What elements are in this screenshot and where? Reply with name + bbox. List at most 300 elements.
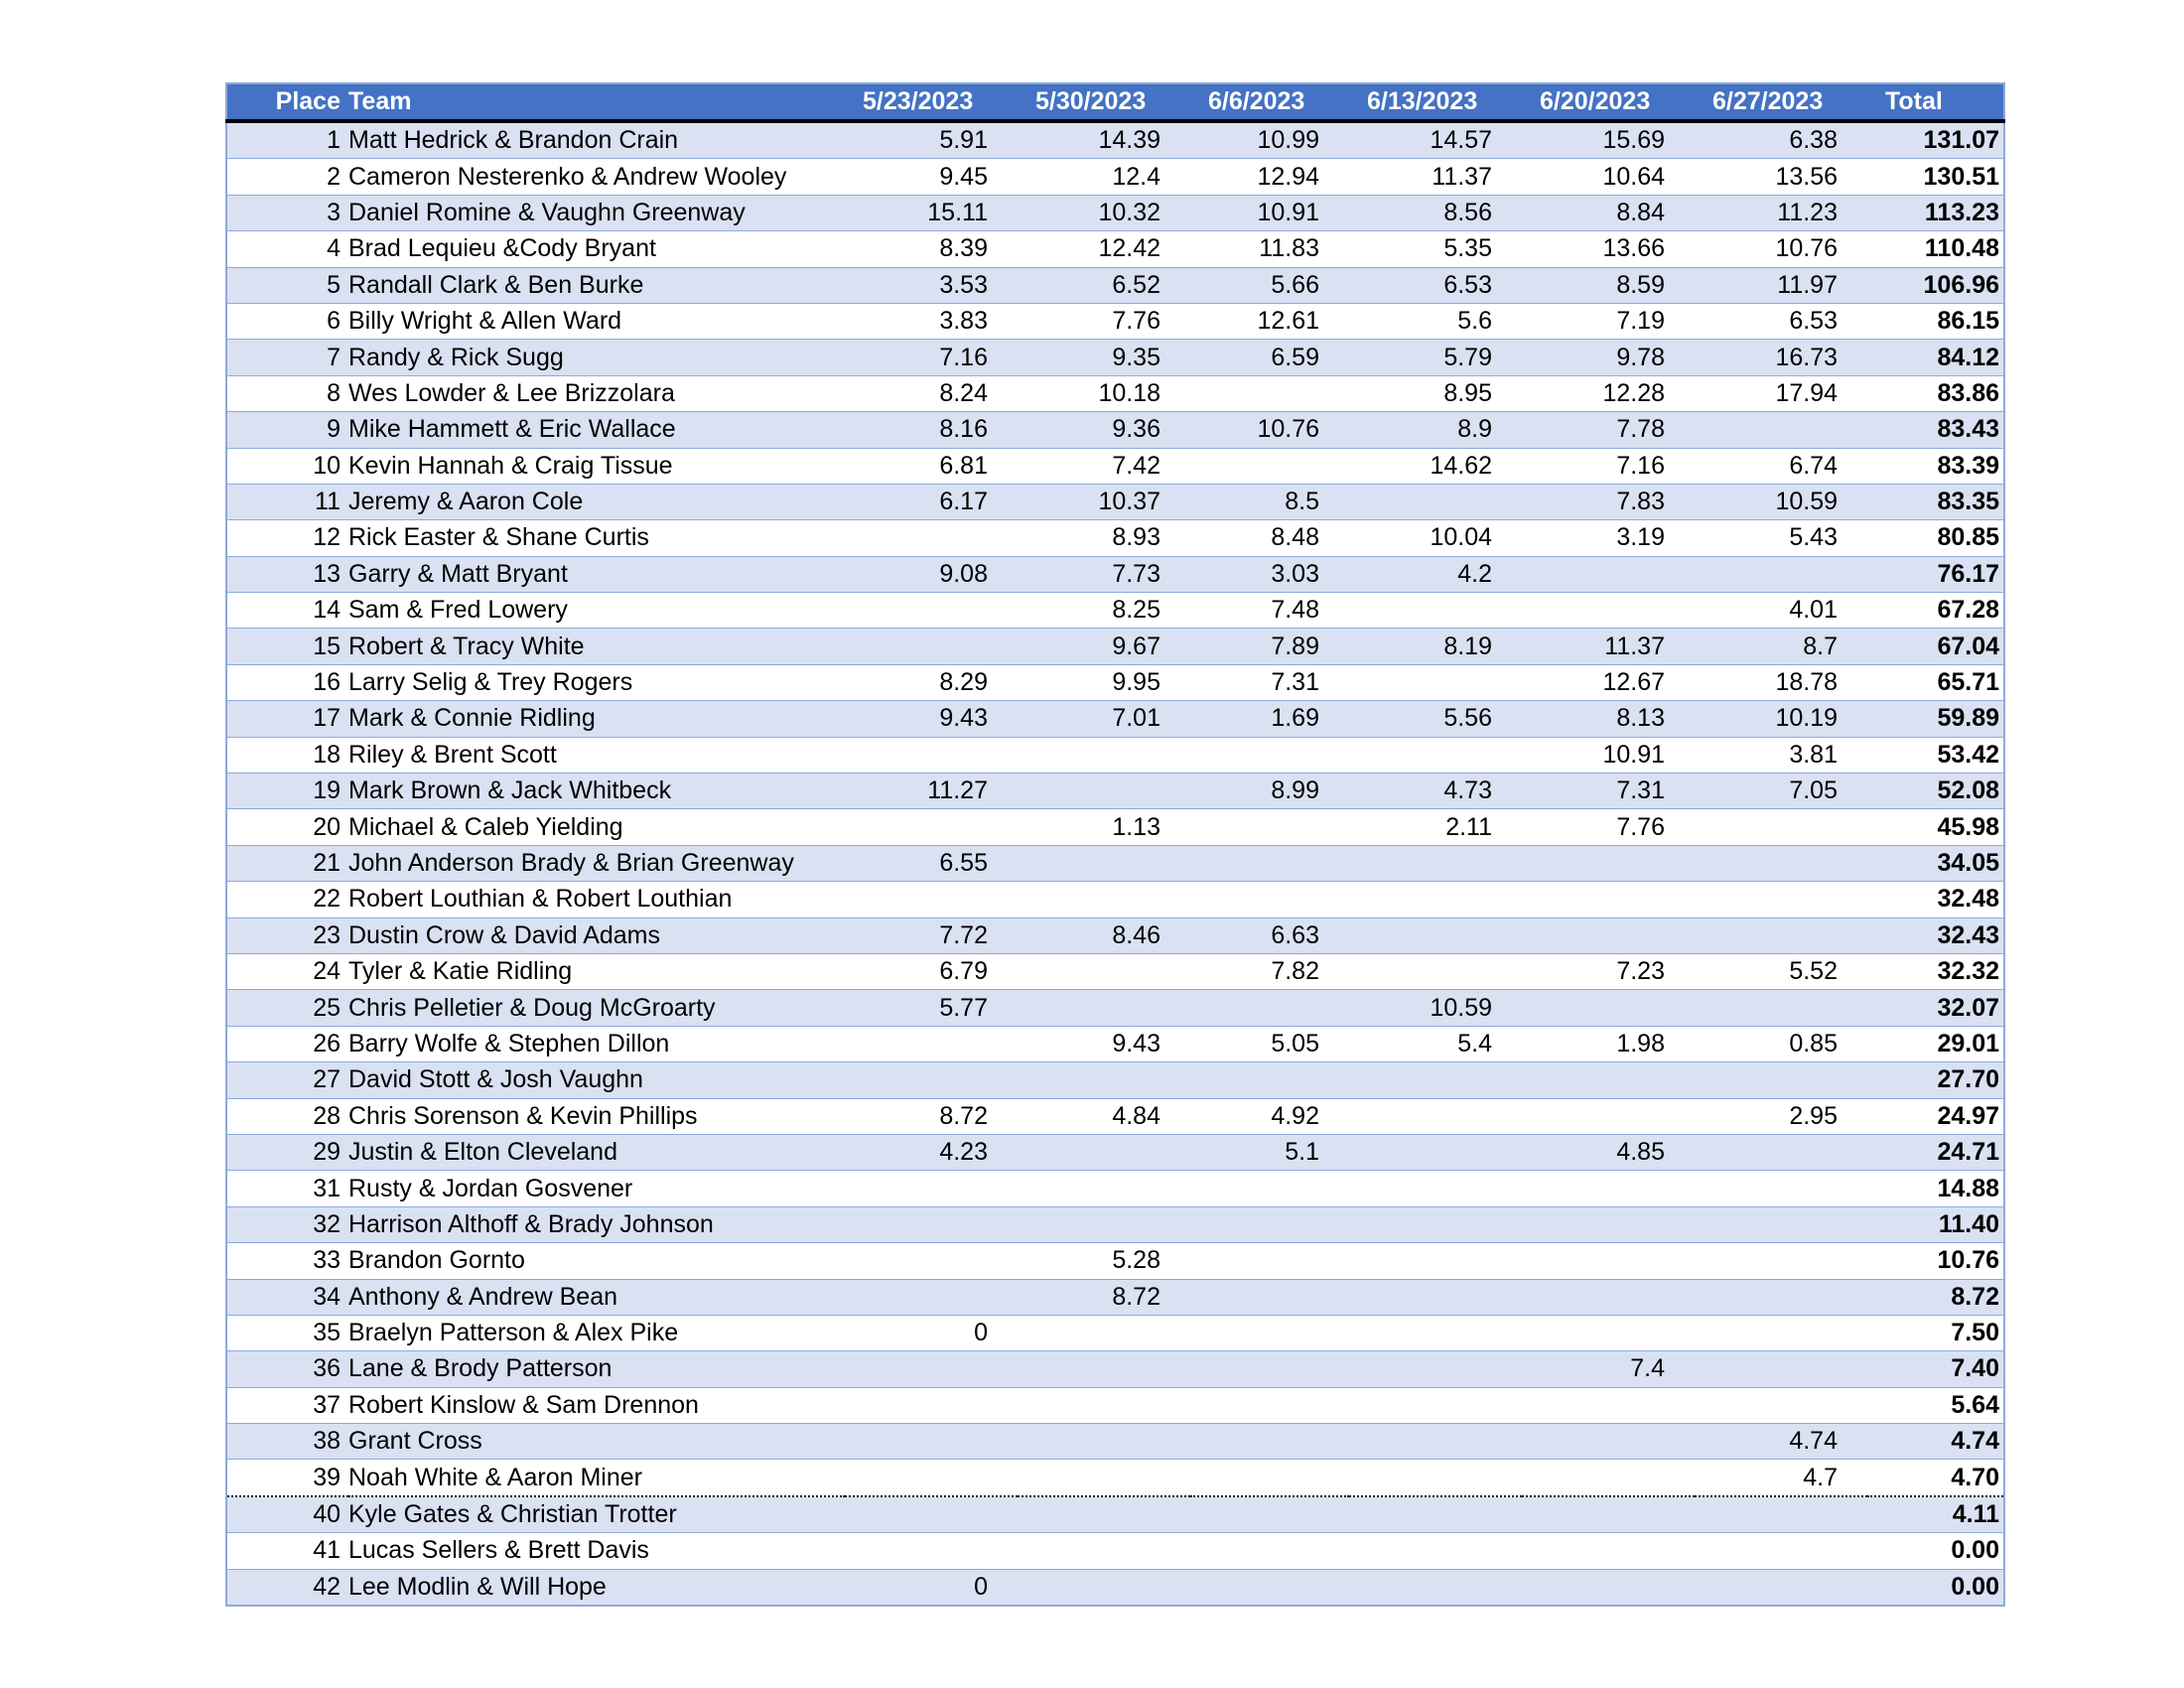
table-row	[226, 953, 2004, 989]
score-cell	[1018, 1387, 1190, 1423]
score-cell: 7.73	[1018, 556, 1190, 592]
team-cell: Kevin Hannah & Craig Tissue	[348, 448, 845, 484]
team-cell: Sam & Fred Lowery	[348, 593, 845, 629]
score-cell: 17.94	[1695, 375, 1867, 411]
total-cell: 32.32	[1867, 953, 2004, 989]
total-cell: 76.17	[1867, 556, 2004, 592]
table-row	[226, 1098, 2004, 1134]
place-header: Place	[226, 83, 348, 121]
score-cell	[1695, 1171, 1867, 1206]
score-cell: 9.43	[1018, 1026, 1190, 1061]
score-cell	[1695, 882, 1867, 917]
place-cell: 42	[226, 1569, 348, 1606]
score-cell	[845, 520, 1018, 556]
score-cell: 11.37	[1522, 629, 1695, 664]
total-cell: 86.15	[1867, 303, 2004, 339]
score-cell: 7.78	[1522, 412, 1695, 448]
score-cell: 5.35	[1349, 231, 1522, 267]
score-cell	[1190, 1460, 1349, 1496]
score-cell	[1018, 737, 1190, 773]
score-cell: 7.23	[1522, 953, 1695, 989]
place-cell: 12	[226, 520, 348, 556]
place-cell: 37	[226, 1387, 348, 1423]
score-cell: 6.55	[845, 845, 1018, 881]
table-row	[226, 1460, 2004, 1496]
place-cell: 8	[226, 375, 348, 411]
standings-table	[225, 82, 2005, 1607]
place-cell: 41	[226, 1533, 348, 1569]
score-cell	[1190, 1171, 1349, 1206]
score-cell: 8.39	[845, 231, 1018, 267]
score-cell	[1522, 1496, 1695, 1533]
total-cell: 113.23	[1867, 195, 2004, 230]
place-cell: 29	[226, 1134, 348, 1170]
score-cell	[1522, 845, 1695, 881]
score-cell	[845, 1351, 1018, 1387]
score-cell	[1522, 1569, 1695, 1606]
total-cell: 7.40	[1867, 1351, 2004, 1387]
total-cell: 32.48	[1867, 882, 2004, 917]
score-cell	[1695, 1243, 1867, 1279]
place-cell: 11	[226, 484, 348, 519]
standings-body	[226, 121, 2004, 1606]
table-row	[226, 303, 2004, 339]
score-cell	[1522, 1171, 1695, 1206]
score-cell: 11.23	[1695, 195, 1867, 230]
place-cell: 34	[226, 1279, 348, 1315]
score-cell: 8.46	[1018, 917, 1190, 953]
table-row	[226, 520, 2004, 556]
score-cell: 7.76	[1018, 303, 1190, 339]
total-cell: 106.96	[1867, 267, 2004, 303]
score-cell	[1018, 1171, 1190, 1206]
score-cell: 8.29	[845, 664, 1018, 700]
table-row	[226, 448, 2004, 484]
team-cell: Jeremy & Aaron Cole	[348, 484, 845, 519]
team-cell: Lane & Brody Patterson	[348, 1351, 845, 1387]
place-cell: 38	[226, 1424, 348, 1460]
score-cell	[845, 809, 1018, 845]
place-cell: 9	[226, 412, 348, 448]
score-cell	[1018, 1062, 1190, 1098]
place-cell: 19	[226, 774, 348, 809]
team-cell: Randy & Rick Sugg	[348, 340, 845, 375]
score-cell: 8.59	[1522, 267, 1695, 303]
place-cell: 24	[226, 953, 348, 989]
team-cell: Chris Sorenson & Kevin Phillips	[348, 1098, 845, 1134]
score-cell	[1018, 1424, 1190, 1460]
score-cell: 8.13	[1522, 701, 1695, 737]
score-cell	[1349, 1279, 1522, 1315]
score-cell	[1190, 1351, 1349, 1387]
table-row	[226, 882, 2004, 917]
score-cell: 8.48	[1190, 520, 1349, 556]
score-cell: 6.59	[1190, 340, 1349, 375]
score-cell	[1349, 1569, 1522, 1606]
score-cell	[1522, 1315, 1695, 1350]
total-cell: 10.76	[1867, 1243, 2004, 1279]
score-cell	[1349, 1533, 1522, 1569]
team-cell: Noah White & Aaron Miner	[348, 1460, 845, 1496]
score-cell: 8.16	[845, 412, 1018, 448]
total-cell: 80.85	[1867, 520, 2004, 556]
score-cell	[1349, 917, 1522, 953]
table-row	[226, 231, 2004, 267]
score-cell: 6.53	[1695, 303, 1867, 339]
team-cell: Garry & Matt Bryant	[348, 556, 845, 592]
score-cell	[1695, 1062, 1867, 1098]
date-header: 6/27/2023	[1695, 83, 1867, 121]
team-cell: Grant Cross	[348, 1424, 845, 1460]
score-cell	[1349, 484, 1522, 519]
score-cell: 6.74	[1695, 448, 1867, 484]
table-row	[226, 1387, 2004, 1423]
score-cell	[1349, 845, 1522, 881]
team-cell: Chris Pelletier & Doug McGroarty	[348, 990, 845, 1026]
table-row	[226, 1026, 2004, 1061]
place-cell: 21	[226, 845, 348, 881]
score-cell: 7.01	[1018, 701, 1190, 737]
score-cell	[845, 629, 1018, 664]
total-cell: 131.07	[1867, 121, 2004, 159]
place-cell: 22	[226, 882, 348, 917]
table-row	[226, 1569, 2004, 1606]
score-cell	[1190, 1424, 1349, 1460]
table-row	[226, 1496, 2004, 1533]
score-cell	[1695, 990, 1867, 1026]
score-cell: 5.1	[1190, 1134, 1349, 1170]
score-cell	[1522, 1243, 1695, 1279]
score-cell	[845, 593, 1018, 629]
score-cell: 7.42	[1018, 448, 1190, 484]
team-cell: Billy Wright & Allen Ward	[348, 303, 845, 339]
score-cell: 4.73	[1349, 774, 1522, 809]
score-cell: 8.24	[845, 375, 1018, 411]
table-row	[226, 990, 2004, 1026]
score-cell	[1018, 882, 1190, 917]
score-cell	[1522, 1533, 1695, 1569]
score-cell: 10.91	[1522, 737, 1695, 773]
score-cell: 12.67	[1522, 664, 1695, 700]
date-header: 6/13/2023	[1349, 83, 1522, 121]
score-cell	[1349, 1062, 1522, 1098]
score-cell	[1695, 1315, 1867, 1350]
score-cell	[1522, 556, 1695, 592]
score-cell: 5.77	[845, 990, 1018, 1026]
score-cell: 10.19	[1695, 701, 1867, 737]
score-cell: 10.59	[1695, 484, 1867, 519]
score-cell	[1018, 1496, 1190, 1533]
total-cell: 83.43	[1867, 412, 2004, 448]
total-cell: 83.35	[1867, 484, 2004, 519]
total-cell: 29.01	[1867, 1026, 2004, 1061]
score-cell	[1190, 375, 1349, 411]
score-cell: 8.9	[1349, 412, 1522, 448]
score-cell: 7.76	[1522, 809, 1695, 845]
score-cell: 5.52	[1695, 953, 1867, 989]
total-cell: 45.98	[1867, 809, 2004, 845]
score-cell	[1349, 882, 1522, 917]
team-cell: Lucas Sellers & Brett Davis	[348, 1533, 845, 1569]
score-cell: 8.99	[1190, 774, 1349, 809]
score-cell: 4.01	[1695, 593, 1867, 629]
score-cell: 16.73	[1695, 340, 1867, 375]
total-cell: 32.43	[1867, 917, 2004, 953]
place-cell: 27	[226, 1062, 348, 1098]
score-cell: 7.31	[1522, 774, 1695, 809]
score-cell: 8.95	[1349, 375, 1522, 411]
score-cell: 13.56	[1695, 159, 1867, 195]
total-cell: 0.00	[1867, 1533, 2004, 1569]
score-cell: 7.05	[1695, 774, 1867, 809]
score-cell: 10.18	[1018, 375, 1190, 411]
team-cell: Robert Kinslow & Sam Drennon	[348, 1387, 845, 1423]
place-cell: 18	[226, 737, 348, 773]
total-cell: 0.00	[1867, 1569, 2004, 1606]
score-cell	[845, 1496, 1018, 1533]
score-cell	[1190, 1206, 1349, 1242]
score-cell	[1190, 1062, 1349, 1098]
team-cell: Rusty & Jordan Gosvener	[348, 1171, 845, 1206]
score-cell: 11.83	[1190, 231, 1349, 267]
team-cell: Rick Easter & Shane Curtis	[348, 520, 845, 556]
place-cell: 14	[226, 593, 348, 629]
team-cell: Wes Lowder & Lee Brizzolara	[348, 375, 845, 411]
score-cell	[845, 1026, 1018, 1061]
score-cell	[1349, 664, 1522, 700]
score-cell	[1695, 917, 1867, 953]
score-cell	[1522, 1206, 1695, 1242]
score-cell: 6.38	[1695, 121, 1867, 159]
score-cell	[1695, 1387, 1867, 1423]
team-cell: Dustin Crow & David Adams	[348, 917, 845, 953]
score-cell	[1695, 845, 1867, 881]
score-cell: 1.69	[1190, 701, 1349, 737]
score-cell	[1190, 1315, 1349, 1350]
score-cell	[1522, 1098, 1695, 1134]
place-cell: 35	[226, 1315, 348, 1350]
score-cell: 6.52	[1018, 267, 1190, 303]
score-cell: 10.76	[1695, 231, 1867, 267]
score-cell	[1695, 1496, 1867, 1533]
score-cell: 3.81	[1695, 737, 1867, 773]
team-cell: Tyler & Katie Ridling	[348, 953, 845, 989]
score-cell: 15.11	[845, 195, 1018, 230]
score-cell: 5.43	[1695, 520, 1867, 556]
place-cell: 32	[226, 1206, 348, 1242]
score-cell: 12.94	[1190, 159, 1349, 195]
score-cell: 4.74	[1695, 1424, 1867, 1460]
score-cell	[845, 1387, 1018, 1423]
score-cell: 4.85	[1522, 1134, 1695, 1170]
table-row	[226, 121, 2004, 159]
score-cell: 0.85	[1695, 1026, 1867, 1061]
score-cell: 5.56	[1349, 701, 1522, 737]
score-cell: 15.69	[1522, 121, 1695, 159]
place-cell: 39	[226, 1460, 348, 1496]
score-cell: 14.39	[1018, 121, 1190, 159]
score-cell	[845, 1279, 1018, 1315]
date-header: 6/20/2023	[1522, 83, 1695, 121]
score-cell	[1018, 1533, 1190, 1569]
score-cell	[1349, 1315, 1522, 1350]
score-cell	[1349, 1098, 1522, 1134]
score-cell: 7.19	[1522, 303, 1695, 339]
score-cell: 7.31	[1190, 664, 1349, 700]
place-cell: 17	[226, 701, 348, 737]
total-cell: 83.86	[1867, 375, 2004, 411]
table-row	[226, 1424, 2004, 1460]
score-cell	[1349, 593, 1522, 629]
score-cell: 6.53	[1349, 267, 1522, 303]
score-cell: 0	[845, 1569, 1018, 1606]
score-cell: 10.04	[1349, 520, 1522, 556]
score-cell	[1190, 882, 1349, 917]
table-row	[226, 1279, 2004, 1315]
score-cell	[1190, 990, 1349, 1026]
team-cell: Harrison Althoff & Brady Johnson	[348, 1206, 845, 1242]
place-cell: 13	[226, 556, 348, 592]
total-cell: 34.05	[1867, 845, 2004, 881]
score-cell: 11.97	[1695, 267, 1867, 303]
score-cell	[1522, 593, 1695, 629]
total-cell: 4.74	[1867, 1424, 2004, 1460]
place-cell: 6	[226, 303, 348, 339]
total-cell: 8.72	[1867, 1279, 2004, 1315]
score-cell: 14.57	[1349, 121, 1522, 159]
team-cell: Randall Clark & Ben Burke	[348, 267, 845, 303]
score-cell	[845, 1171, 1018, 1206]
score-cell	[1349, 1134, 1522, 1170]
team-cell: Brandon Gornto	[348, 1243, 845, 1279]
score-cell: 5.28	[1018, 1243, 1190, 1279]
table-row	[226, 484, 2004, 519]
score-cell	[1190, 1387, 1349, 1423]
team-cell: Lee Modlin & Will Hope	[348, 1569, 845, 1606]
place-cell: 20	[226, 809, 348, 845]
score-cell: 6.17	[845, 484, 1018, 519]
team-cell: Kyle Gates & Christian Trotter	[348, 1496, 845, 1533]
score-cell: 7.83	[1522, 484, 1695, 519]
place-cell: 15	[226, 629, 348, 664]
table-row	[226, 1533, 2004, 1569]
score-cell	[845, 1206, 1018, 1242]
score-cell: 8.72	[1018, 1279, 1190, 1315]
team-cell: Robert Louthian & Robert Louthian	[348, 882, 845, 917]
place-cell: 28	[226, 1098, 348, 1134]
score-cell	[1018, 845, 1190, 881]
team-cell: Barry Wolfe & Stephen Dillon	[348, 1026, 845, 1061]
total-cell: 24.71	[1867, 1134, 2004, 1170]
score-cell	[1695, 1134, 1867, 1170]
date-header: 5/30/2023	[1018, 83, 1190, 121]
score-cell: 13.66	[1522, 231, 1695, 267]
place-cell: 33	[226, 1243, 348, 1279]
score-cell: 7.16	[1522, 448, 1695, 484]
total-cell: 5.64	[1867, 1387, 2004, 1423]
score-cell: 3.19	[1522, 520, 1695, 556]
place-cell: 36	[226, 1351, 348, 1387]
score-cell: 18.78	[1695, 664, 1867, 700]
score-cell	[845, 882, 1018, 917]
table-row	[226, 593, 2004, 629]
score-cell	[1522, 1279, 1695, 1315]
table-row	[226, 1315, 2004, 1350]
score-cell: 6.81	[845, 448, 1018, 484]
table-row	[226, 340, 2004, 375]
score-cell	[1695, 412, 1867, 448]
team-cell: Brad Lequieu &Cody Bryant	[348, 231, 845, 267]
table-row	[226, 1351, 2004, 1387]
place-cell: 7	[226, 340, 348, 375]
table-row	[226, 412, 2004, 448]
score-cell	[845, 1243, 1018, 1279]
score-cell: 8.5	[1190, 484, 1349, 519]
score-cell: 11.37	[1349, 159, 1522, 195]
table-row	[226, 774, 2004, 809]
score-cell	[1190, 1569, 1349, 1606]
table-row	[226, 845, 2004, 881]
score-cell	[1522, 1460, 1695, 1496]
score-cell	[1018, 1206, 1190, 1242]
score-cell: 7.4	[1522, 1351, 1695, 1387]
table-row	[226, 267, 2004, 303]
score-cell	[845, 737, 1018, 773]
team-cell: Mark & Connie Ridling	[348, 701, 845, 737]
score-cell: 10.99	[1190, 121, 1349, 159]
place-cell: 16	[226, 664, 348, 700]
score-cell: 1.13	[1018, 809, 1190, 845]
score-cell: 10.91	[1190, 195, 1349, 230]
score-cell: 7.48	[1190, 593, 1349, 629]
date-header: 5/23/2023	[845, 83, 1018, 121]
team-cell: David Stott & Josh Vaughn	[348, 1062, 845, 1098]
score-cell: 5.66	[1190, 267, 1349, 303]
score-cell: 6.63	[1190, 917, 1349, 953]
score-cell	[1695, 809, 1867, 845]
score-cell	[1349, 1351, 1522, 1387]
date-header: 6/6/2023	[1190, 83, 1349, 121]
team-header: Team	[348, 83, 845, 121]
table-row	[226, 1062, 2004, 1098]
score-cell: 9.43	[845, 701, 1018, 737]
score-cell	[1190, 845, 1349, 881]
team-cell: John Anderson Brady & Brian Greenway	[348, 845, 845, 881]
total-cell: 4.70	[1867, 1460, 2004, 1496]
score-cell: 12.42	[1018, 231, 1190, 267]
team-cell: Larry Selig & Trey Rogers	[348, 664, 845, 700]
score-cell	[1190, 1533, 1349, 1569]
team-cell: Daniel Romine & Vaughn Greenway	[348, 195, 845, 230]
score-cell: 7.16	[845, 340, 1018, 375]
score-cell	[1018, 990, 1190, 1026]
score-cell	[845, 1533, 1018, 1569]
score-cell	[1522, 990, 1695, 1026]
score-cell: 5.79	[1349, 340, 1522, 375]
score-cell: 1.98	[1522, 1026, 1695, 1061]
place-cell: 4	[226, 231, 348, 267]
score-cell	[845, 1460, 1018, 1496]
score-cell	[845, 1062, 1018, 1098]
score-cell	[1695, 1533, 1867, 1569]
total-cell: 67.28	[1867, 593, 2004, 629]
table-row	[226, 629, 2004, 664]
score-cell: 7.89	[1190, 629, 1349, 664]
score-cell	[1522, 1062, 1695, 1098]
header-row	[226, 83, 2004, 121]
score-cell	[1018, 1569, 1190, 1606]
place-cell: 5	[226, 267, 348, 303]
